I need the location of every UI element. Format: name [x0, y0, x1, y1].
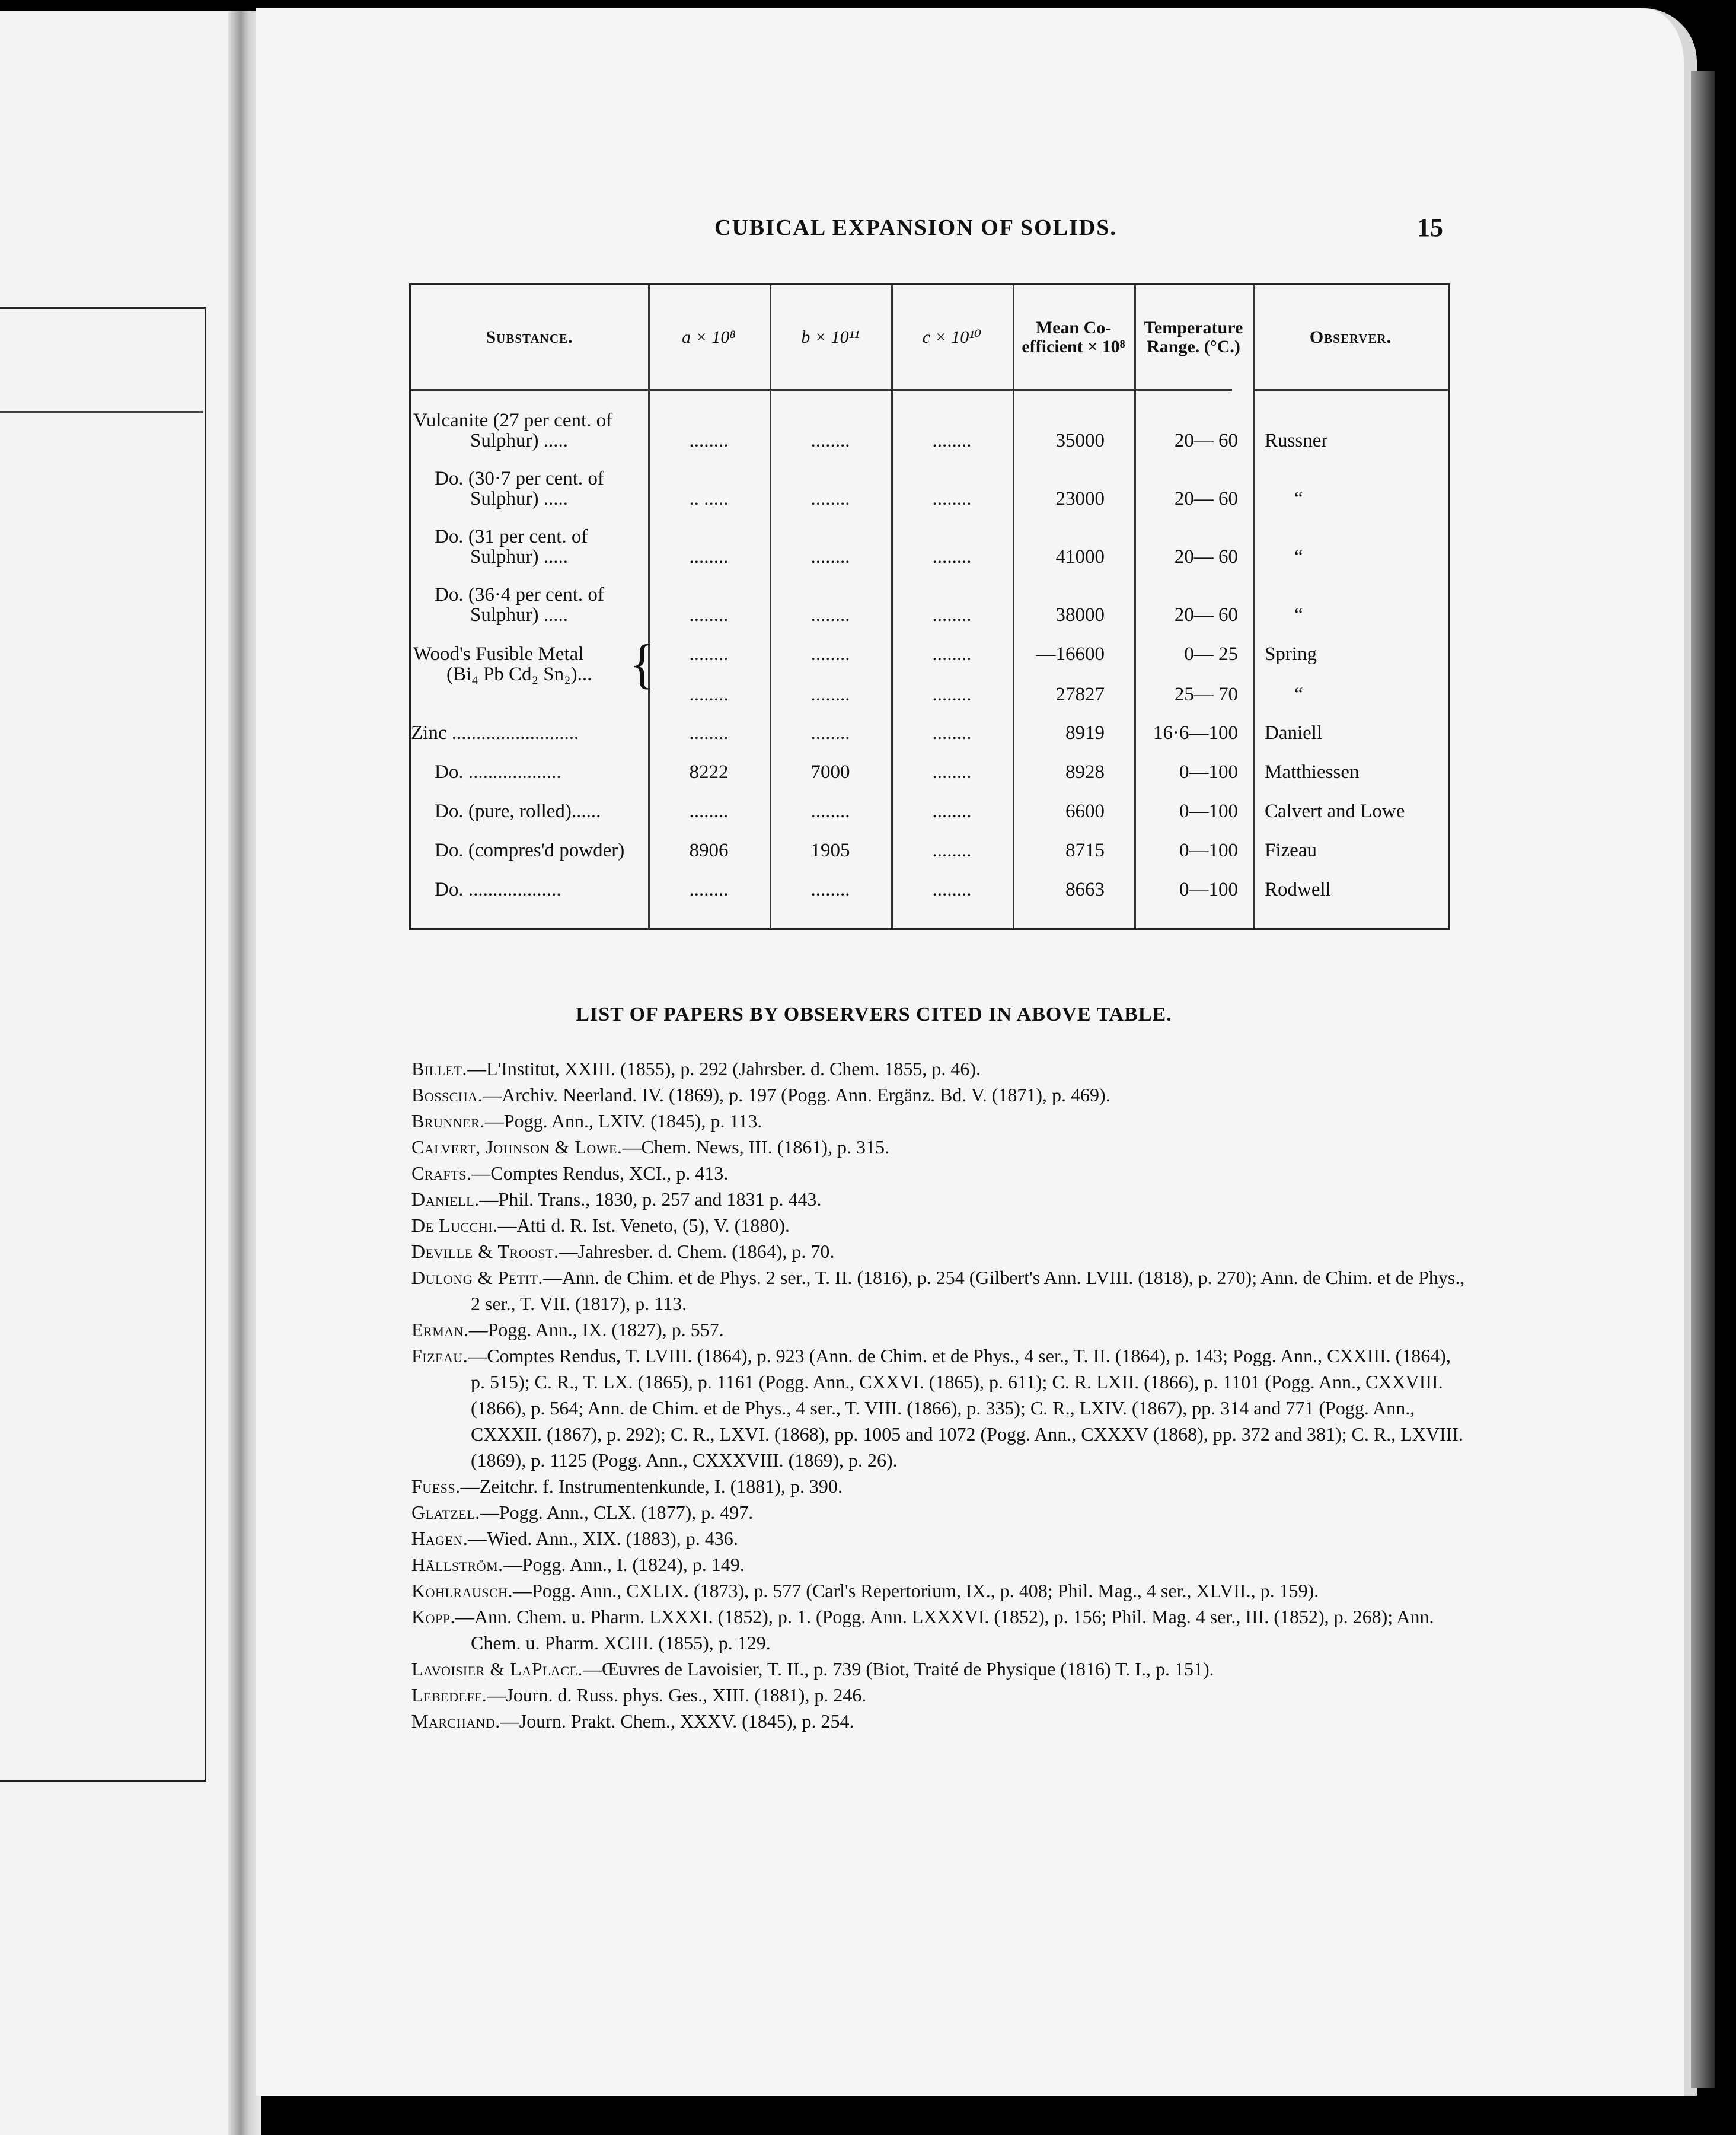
- reference-text: —Comptes Rendus, T. LVIII. (1864), p. 923 (Ann. de Chim. et de Phys., 4 ser., T. II. (1864), p. 143; Pogg. Ann., CXXIII. (1864), p. 515); C. R., T. LX. (1865), p. 1161 (Pogg. Ann., CXXVI. (1865), p. 611); C. R. LXII. (1866), p. 1101 (Pogg. Ann., CXXVIII. (1866), p. 564; Ann. de Chim. et de Phys., 4 ser., T. VIII. (1866), p. 335); C. R., LXIV. (1867), pp. 314 and 771 (Pogg. Ann., CXXXII. (1867), p. 292); C. R., LXVI. (1868), pp. 1005 and 1072 (Pogg. Ann., CXXXV (1868), pp. 372 and 381); C. R., LXVIII. (1869), p. 1125 (Pogg. Ann., CXXXVIII. (1869), p. 26).: [468, 1345, 1463, 1471]
- reference-item: [411, 1499, 1467, 1525]
- reference-item: [411, 1264, 1467, 1317]
- reference-item: [411, 1160, 1467, 1186]
- substance-cell-continued: Sulphur) .....: [470, 430, 568, 451]
- reference-item: [411, 1186, 1467, 1212]
- page-number: 15: [1417, 213, 1443, 242]
- observer-cell: Spring: [1265, 643, 1317, 665]
- a-cell: ........: [689, 684, 729, 705]
- brace: {: [629, 633, 656, 694]
- b-cell: ........: [810, 604, 850, 626]
- a-cell: 8906: [689, 840, 729, 861]
- substance-cell-continued: (Bi₄ Pb Cd₂ Sn₂)...: [446, 664, 592, 685]
- header-substance: Substance.: [486, 327, 573, 347]
- mean-cell: 8928: [1065, 761, 1105, 783]
- observer-cell: Russner: [1265, 430, 1328, 451]
- reference-author: Crafts.: [411, 1162, 472, 1184]
- reference-text: —Zeitchr. f. Instrumentenkunde, I. (1881), p. 390.: [460, 1476, 843, 1497]
- reference-author: Daniell.: [411, 1188, 480, 1210]
- reference-author: Deville & Troost.: [411, 1241, 559, 1262]
- observer-cell: “: [1294, 684, 1303, 705]
- references-heading: LIST OF PAPERS BY OBSERVERS CITED IN ABOVE TABLE.: [576, 1003, 1172, 1025]
- reference-item: [411, 1578, 1467, 1604]
- header-temperature-range: Temperature Range. (°C.): [1144, 317, 1243, 356]
- reference-item: [411, 1682, 1467, 1708]
- a-cell: .. .....: [689, 488, 729, 509]
- reference-text: —Comptes Rendus, XCI., p. 413.: [471, 1162, 729, 1184]
- reference-item: [411, 1082, 1467, 1108]
- c-cell: ........: [932, 840, 972, 861]
- substance-cell-continued: Sulphur) .....: [470, 604, 568, 626]
- reference-item: [411, 1108, 1467, 1134]
- mean-cell: 6600: [1065, 801, 1105, 822]
- reference-item: [411, 1604, 1467, 1656]
- header-mean-coefficient: Mean Co-efficient × 10⁸: [1022, 317, 1125, 356]
- temperature-cell: 0—100: [1179, 879, 1238, 900]
- reference-text: —Journ. Prakt. Chem., XXXV. (1845), p. 254.: [500, 1710, 854, 1732]
- b-cell: ........: [810, 684, 850, 705]
- reference-item: [411, 1343, 1467, 1473]
- b-cell: ........: [810, 430, 850, 451]
- reference-text: —Pogg. Ann., LXIV. (1845), p. 113.: [484, 1110, 762, 1132]
- temperature-cell: 20— 60: [1174, 488, 1238, 509]
- reference-author: De Lucchi.: [411, 1215, 498, 1236]
- observer-cell: Rodwell: [1265, 879, 1331, 900]
- header-rule: [1253, 389, 1448, 391]
- reference-author: Fizeau.: [411, 1345, 468, 1366]
- mean-cell: —16600: [1036, 643, 1105, 665]
- facing-page: [0, 11, 252, 2135]
- reference-author: Hällström.: [411, 1554, 503, 1575]
- page-edge-shadow: [1691, 71, 1715, 2088]
- b-cell: 7000: [810, 761, 850, 783]
- reference-author: Kohlrausch.: [411, 1580, 513, 1601]
- temperature-cell: 0—100: [1179, 761, 1238, 783]
- substance-cell-continued: Sulphur) .....: [470, 546, 568, 568]
- b-cell: ........: [810, 546, 850, 568]
- substance-cell: Do. (compres'd powder): [435, 840, 625, 861]
- mean-cell: 8663: [1065, 879, 1105, 900]
- c-cell: ........: [932, 604, 972, 626]
- observer-cell: “: [1294, 546, 1303, 568]
- c-cell: ........: [932, 488, 972, 509]
- a-cell: ........: [689, 643, 729, 665]
- substance-cell: Vulcanite (27 per cent. of: [413, 410, 613, 431]
- a-cell: ........: [689, 604, 729, 626]
- substance-cell: Zinc ..........................: [411, 722, 579, 744]
- reference-text: —Chem. News, III. (1861), p. 315.: [622, 1136, 890, 1158]
- running-title: CUBICAL EXPANSION OF SOLIDS.: [714, 215, 1117, 240]
- reference-item: [411, 1708, 1467, 1734]
- reference-author: Calvert, Johnson & Lowe.: [411, 1136, 623, 1158]
- observer-cell: “: [1294, 488, 1303, 509]
- reference-author: Brunner.: [411, 1110, 485, 1132]
- reference-author: Fuess.: [411, 1476, 461, 1497]
- mean-cell: 8715: [1065, 840, 1105, 861]
- substance-cell: Do. ...................: [435, 879, 561, 900]
- reference-text: —Pogg. Ann., CXLIX. (1873), p. 577 (Carl's Repertorium, IX., p. 408; Phil. Mag., 4 ser., XLVII., p. 159).: [513, 1580, 1319, 1601]
- b-cell: ........: [810, 643, 850, 665]
- reference-author: Lebedeff.: [411, 1684, 487, 1706]
- reference-text: —Œuvres de Lavoisier, T. II., p. 739 (Biot, Traité de Physique (1816) T. I., p. 151).: [582, 1658, 1214, 1680]
- reference-author: Erman.: [411, 1319, 469, 1340]
- reference-text: —Pogg. Ann., CLX. (1877), p. 497.: [480, 1502, 754, 1523]
- header-rule: [411, 389, 1232, 391]
- substance-cell: Do. ...................: [435, 761, 561, 783]
- b-cell: ........: [810, 722, 850, 744]
- reference-text: —Pogg. Ann., IX. (1827), p. 557.: [468, 1319, 724, 1340]
- temperature-cell: 0—100: [1179, 801, 1238, 822]
- reference-item: [411, 1238, 1467, 1264]
- observer-cell: Calvert and Lowe: [1265, 801, 1405, 822]
- reference-item: [411, 1525, 1467, 1551]
- facing-page-rule: [0, 411, 203, 413]
- reference-text: —L'Institut, XXIII. (1855), p. 292 (Jahrsber. d. Chem. 1855, p. 46).: [467, 1058, 981, 1079]
- observer-cell: Daniell: [1265, 722, 1323, 744]
- reference-text: —Ann. de Chim. et de Phys. 2 ser., T. II. (1816), p. 254 (Gilbert's Ann. LVIII. (1818), p. 270); Ann. de Chim. et de Phys., 2 ser., T. VII. (1817), p. 113.: [471, 1267, 1465, 1314]
- reference-text: —Pogg. Ann., I. (1824), p. 149.: [503, 1554, 745, 1575]
- substance-cell: Do. (36·4 per cent. of: [435, 584, 604, 606]
- header-observer: Observer.: [1309, 327, 1392, 347]
- reference-author: Glatzel.: [411, 1502, 480, 1523]
- temperature-cell: 25— 70: [1174, 684, 1238, 705]
- temperature-cell: 16·6—100: [1153, 722, 1238, 744]
- reference-item: [411, 1551, 1467, 1578]
- reference-text: —Atti d. R. Ist. Veneto, (5), V. (1880).: [497, 1215, 790, 1236]
- reference-text: —Wied. Ann., XIX. (1883), p. 436.: [468, 1528, 738, 1549]
- substance-cell: Do. (pure, rolled)......: [435, 801, 601, 822]
- observer-cell: Matthiessen: [1265, 761, 1360, 783]
- reference-item: [411, 1473, 1467, 1499]
- observer-cell: Fizeau: [1265, 840, 1317, 861]
- temperature-cell: 0—100: [1179, 840, 1238, 861]
- reference-text: —Phil. Trans., 1830, p. 257 and 1831 p. 443.: [479, 1188, 822, 1210]
- a-cell: ........: [689, 430, 729, 451]
- mean-cell: 41000: [1055, 546, 1105, 568]
- b-cell: 1905: [810, 840, 850, 861]
- reference-text: —Ann. Chem. u. Pharm. LXXXI. (1852), p. 1. (Pogg. Ann. LXXXVI. (1852), p. 156; Phil. Mag. 4 ser., III. (1852), p. 268); Ann. Chem. u. Pharm. XCIII. (1855), p. 129.: [455, 1606, 1434, 1653]
- b-cell: ........: [810, 879, 850, 900]
- expansion-table: [409, 283, 1450, 930]
- reference-item: [411, 1134, 1467, 1160]
- reference-item: [411, 1212, 1467, 1238]
- c-cell: ........: [932, 684, 972, 705]
- observer-cell: “: [1294, 604, 1303, 626]
- reference-text: —Archiv. Neerland. IV. (1869), p. 197 (Pogg. Ann. Ergänz. Bd. V. (1871), p. 469).: [483, 1084, 1110, 1105]
- c-cell: ........: [932, 801, 972, 822]
- b-cell: ........: [810, 801, 850, 822]
- a-cell: 8222: [689, 761, 729, 783]
- mean-cell: 35000: [1055, 430, 1105, 451]
- substance-cell: Do. (30·7 per cent. of: [435, 468, 604, 489]
- a-cell: ........: [689, 879, 729, 900]
- reference-author: Bosscha.: [411, 1084, 483, 1105]
- b-cell: ........: [810, 488, 850, 509]
- mean-cell: 27827: [1055, 684, 1105, 705]
- header-b: b × 10¹¹: [801, 327, 860, 347]
- header-c: c × 10¹⁰: [922, 327, 982, 347]
- reference-author: Billet.: [411, 1058, 467, 1079]
- reference-item: [411, 1656, 1467, 1682]
- c-cell: ........: [932, 546, 972, 568]
- reference-text: —Journ. d. Russ. phys. Ges., XIII. (1881), p. 246.: [487, 1684, 867, 1706]
- substance-cell: Do. (31 per cent. of: [435, 526, 588, 547]
- mean-cell: 38000: [1055, 604, 1105, 626]
- reference-text: —Jahresber. d. Chem. (1864), p. 70.: [559, 1241, 835, 1262]
- reference-author: Marchand.: [411, 1710, 500, 1732]
- a-cell: ........: [689, 722, 729, 744]
- c-cell: ........: [932, 879, 972, 900]
- substance-cell: Wood's Fusible Metal: [413, 643, 584, 665]
- temperature-cell: 0— 25: [1184, 643, 1238, 665]
- c-cell: ........: [932, 722, 972, 744]
- reference-author: Dulong & Petit.: [411, 1267, 543, 1288]
- reference-author: Lavoisier & LaPlace.: [411, 1658, 583, 1680]
- mean-cell: 8919: [1065, 722, 1105, 744]
- temperature-cell: 20— 60: [1174, 604, 1238, 626]
- temperature-cell: 20— 60: [1174, 430, 1238, 451]
- c-cell: ........: [932, 761, 972, 783]
- mean-cell: 23000: [1055, 488, 1105, 509]
- reference-item: [411, 1317, 1467, 1343]
- reference-item: [411, 1056, 1467, 1082]
- reference-author: Hagen.: [411, 1528, 468, 1549]
- temperature-cell: 20— 60: [1174, 546, 1238, 568]
- c-cell: ........: [932, 643, 972, 665]
- facing-page-frame: [0, 307, 206, 1782]
- c-cell: ........: [932, 430, 972, 451]
- substance-cell-continued: Sulphur) .....: [470, 488, 568, 509]
- header-a: a × 10⁸: [682, 327, 736, 347]
- a-cell: ........: [689, 801, 729, 822]
- a-cell: ........: [689, 546, 729, 568]
- reference-list: [411, 1056, 1467, 1734]
- reference-author: Kopp.: [411, 1606, 455, 1627]
